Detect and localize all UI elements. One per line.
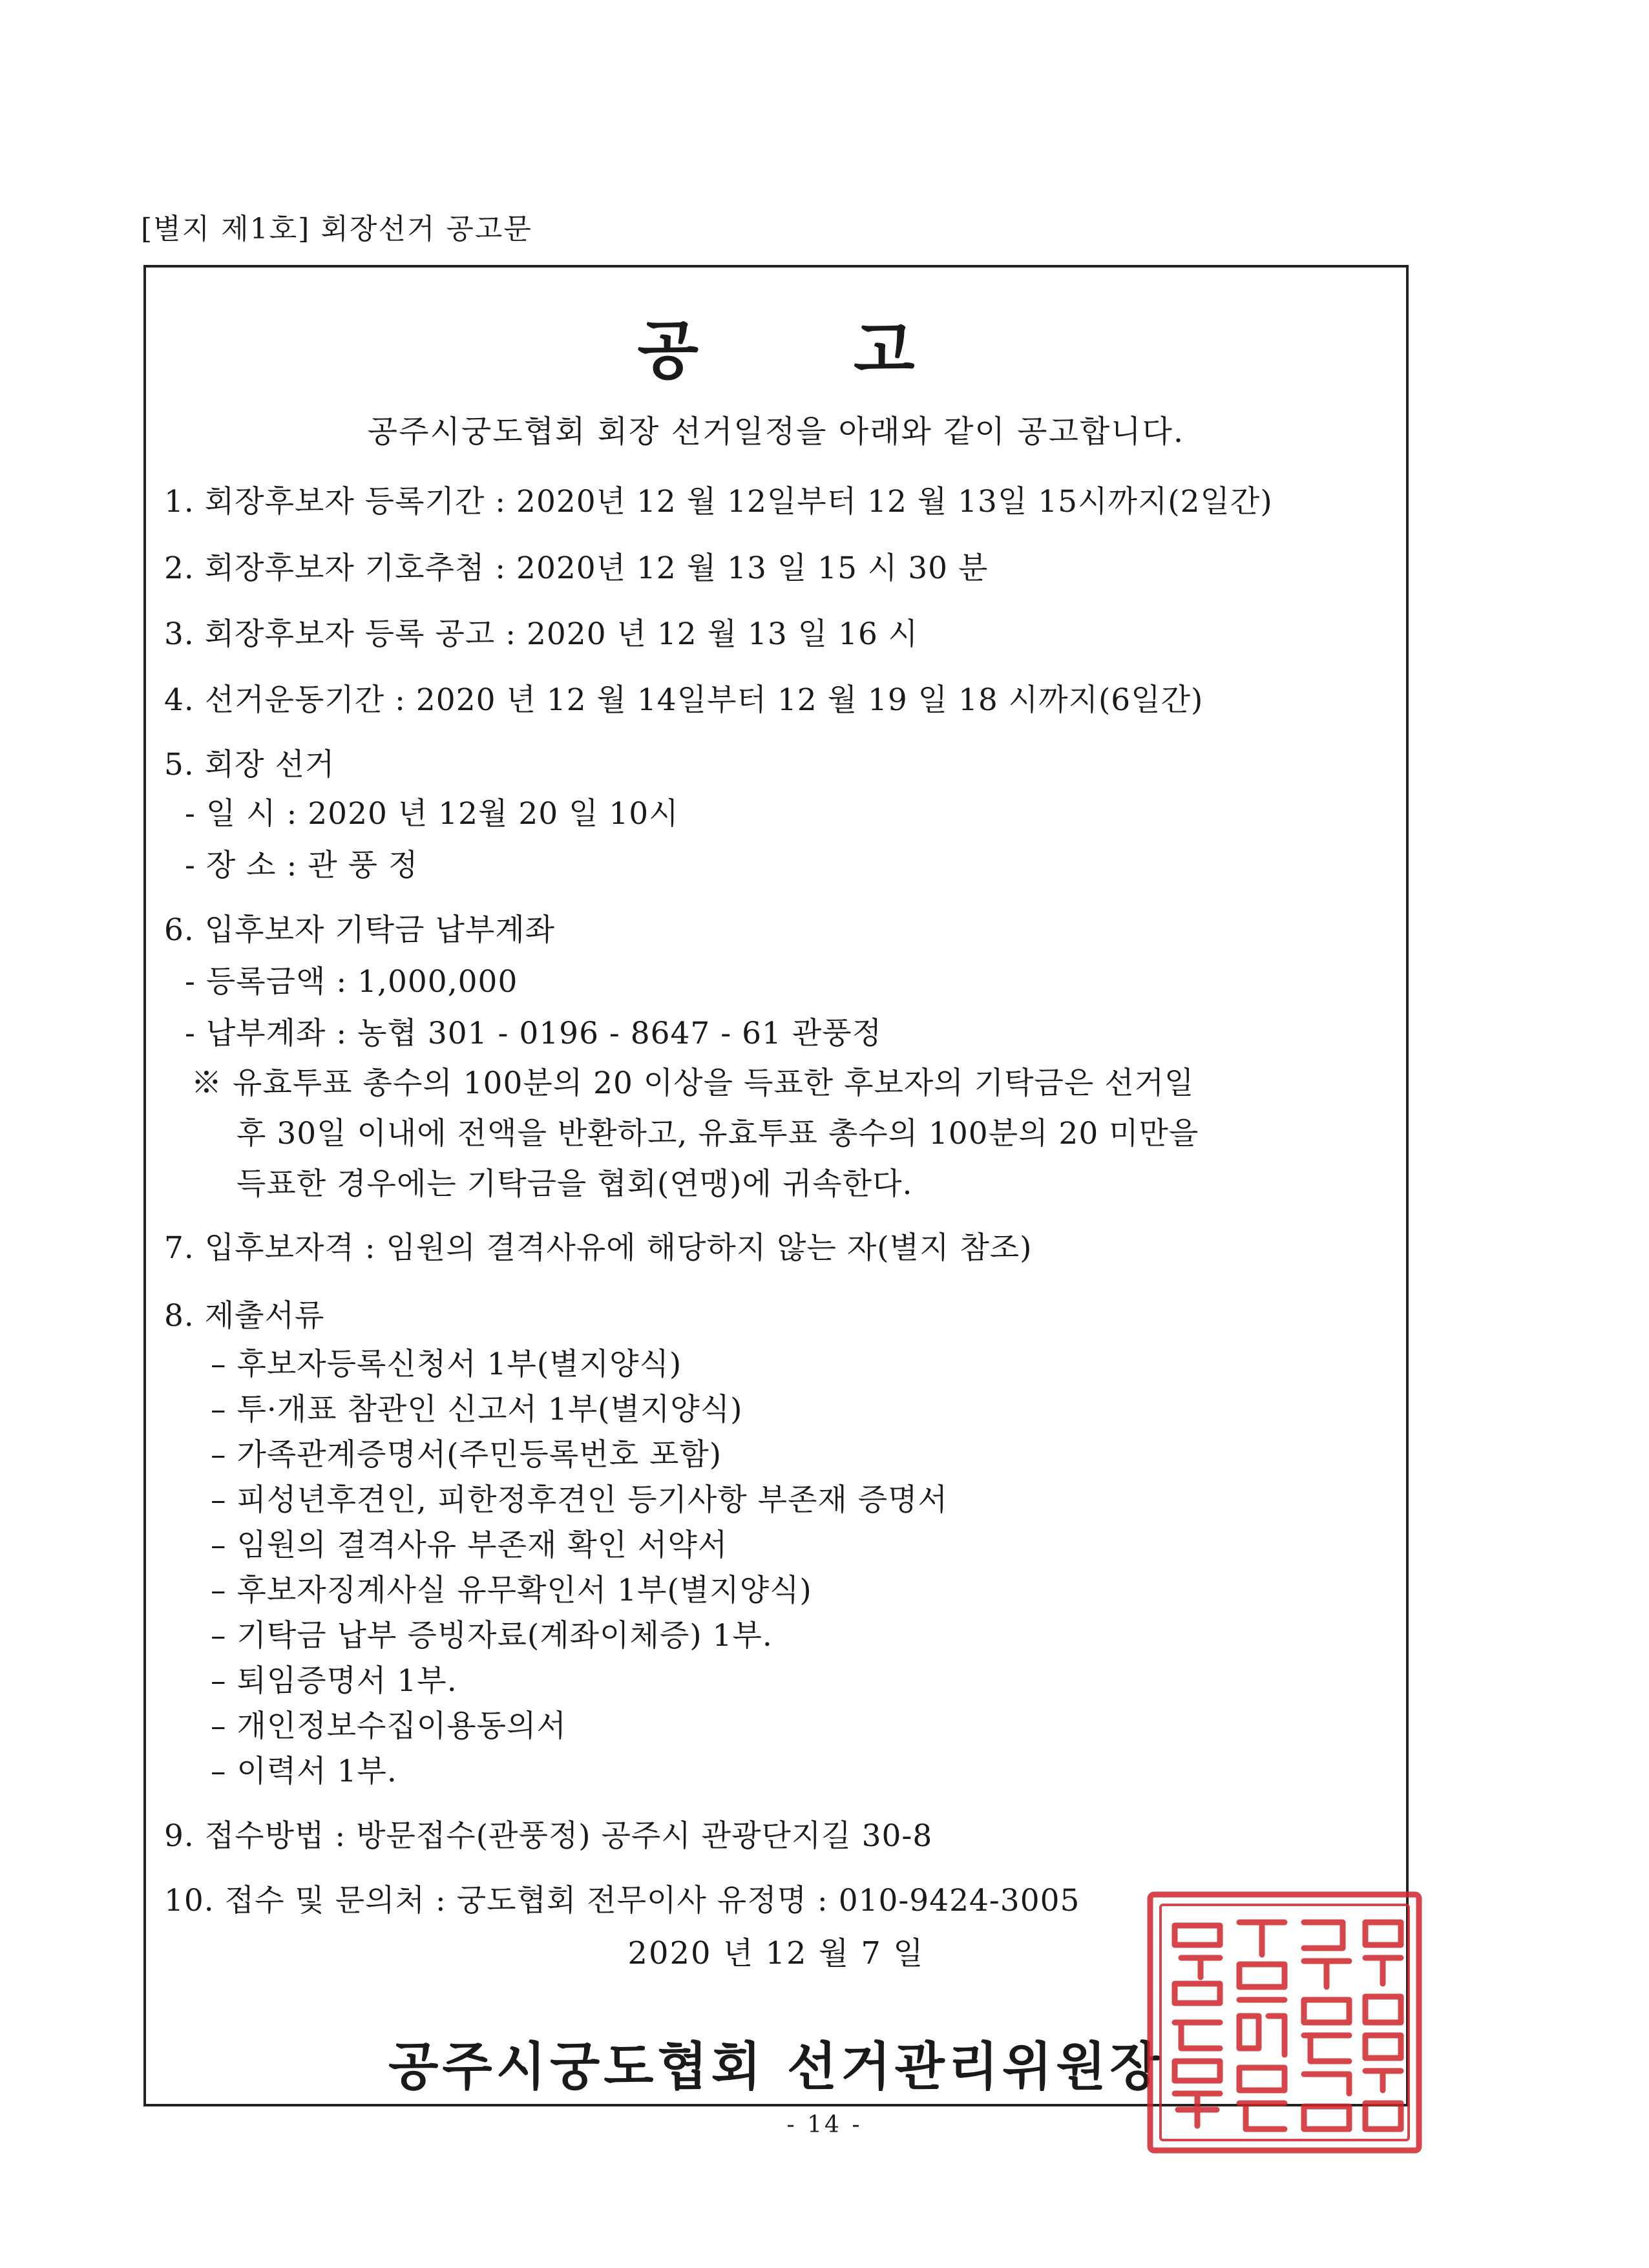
signature-line: 공주시궁도협회 선거관리위원장 bbox=[388, 2036, 1164, 2097]
item-5-datetime: - 일 시 : 2020 년 12월 20 일 10시 bbox=[185, 796, 679, 832]
document-list-item: – 퇴임증명서 1부. bbox=[211, 1663, 457, 1699]
item-10-contact: 10. 접수 및 문의처 : 궁도협회 전무이사 유정명 : 010-9424-3005 bbox=[164, 1883, 1080, 1918]
document-list-item: – 이력서 1부. bbox=[211, 1754, 397, 1789]
item-6-note-line-2: 후 30일 이내에 전액을 반환하고, 유효투표 총수의 100분의 20 미만을 bbox=[236, 1116, 1199, 1151]
title-char-right: 고 bbox=[854, 313, 915, 388]
intro-text: 공주시궁도협회 회장 선거일정을 아래와 같이 공고합니다. bbox=[367, 414, 1185, 450]
official-seal-stamp bbox=[1142, 1887, 1427, 2158]
item-8-documents: 8. 제출서류 bbox=[164, 1298, 325, 1334]
item-9-submission-method: 9. 접수방법 : 방문접수(관풍정) 공주시 관광단지길 30-8 bbox=[164, 1818, 933, 1854]
document-list-item: – 후보자징계사실 유무확인서 1부(별지양식) bbox=[211, 1573, 812, 1608]
item-5-place: - 장 소 : 관 풍 정 bbox=[185, 848, 419, 883]
document-list-item: – 후보자등록신청서 1부(별지양식) bbox=[211, 1347, 682, 1382]
item-6-note-line-3: 득표한 경우에는 기탁금을 협회(연맹)에 귀속한다. bbox=[236, 1166, 913, 1202]
item-3-registration-notice: 3. 회장후보자 등록 공고 : 2020 년 12 월 13 일 16 시 bbox=[164, 616, 919, 652]
item-4-campaign-period: 4. 선거운동기간 : 2020 년 12 월 14일부터 12 월 19 일 18 시까지(6일간) bbox=[164, 682, 1204, 718]
item-7-eligibility: 7. 입후보자격 : 임원의 결격사유에 해당하지 않는 자(별지 참조) bbox=[164, 1230, 1033, 1266]
notice-date: 2020 년 12 월 7 일 bbox=[627, 1935, 925, 1971]
form-reference-label: [별지 제1호] 회장선거 공고문 bbox=[141, 213, 532, 246]
document-list-item: – 임원의 결격사유 부존재 확인 서약서 bbox=[211, 1528, 728, 1563]
document-list-item: – 피성년후견인, 피한정후견인 등기사항 부존재 증명서 bbox=[211, 1482, 948, 1518]
item-6-note-line-1: ※ 유효투표 총수의 100분의 20 이상을 득표한 후보자의 기탁금은 선거일 bbox=[191, 1066, 1195, 1101]
item-6-amount: - 등록금액 : 1,000,000 bbox=[185, 964, 518, 1000]
item-6-account: - 납부계좌 : 농협 301 - 0196 - 8647 - 61 관풍정 bbox=[185, 1016, 883, 1051]
item-5-election: 5. 회장 선거 bbox=[164, 747, 335, 782]
item-1-registration-period: 1. 회장후보자 등록기간 : 2020년 12 월 12일부터 12 월 13일 15시까지(2일간) bbox=[164, 484, 1273, 520]
document-list-item: – 개인정보수집이용동의서 bbox=[211, 1708, 567, 1744]
item-6-deposit-account: 6. 입후보자 기탁금 납부계좌 bbox=[164, 912, 556, 948]
page-number: - 14 - bbox=[786, 2112, 863, 2138]
document-list-item: – 가족관계증명서(주민등록번호 포함) bbox=[211, 1437, 722, 1473]
document-list-item: – 투·개표 참관인 신고서 1부(별지양식) bbox=[211, 1392, 743, 1427]
title-char-left: 공 bbox=[637, 313, 698, 388]
document-list-item: – 기탁금 납부 증빙자료(계좌이체증) 1부. bbox=[211, 1618, 773, 1654]
item-2-number-draw: 2. 회장후보자 기호추첨 : 2020년 12 월 13 일 15 시 30 분 bbox=[164, 551, 989, 586]
notice-title bbox=[146, 300, 1406, 391]
notice-frame bbox=[143, 265, 1409, 2106]
